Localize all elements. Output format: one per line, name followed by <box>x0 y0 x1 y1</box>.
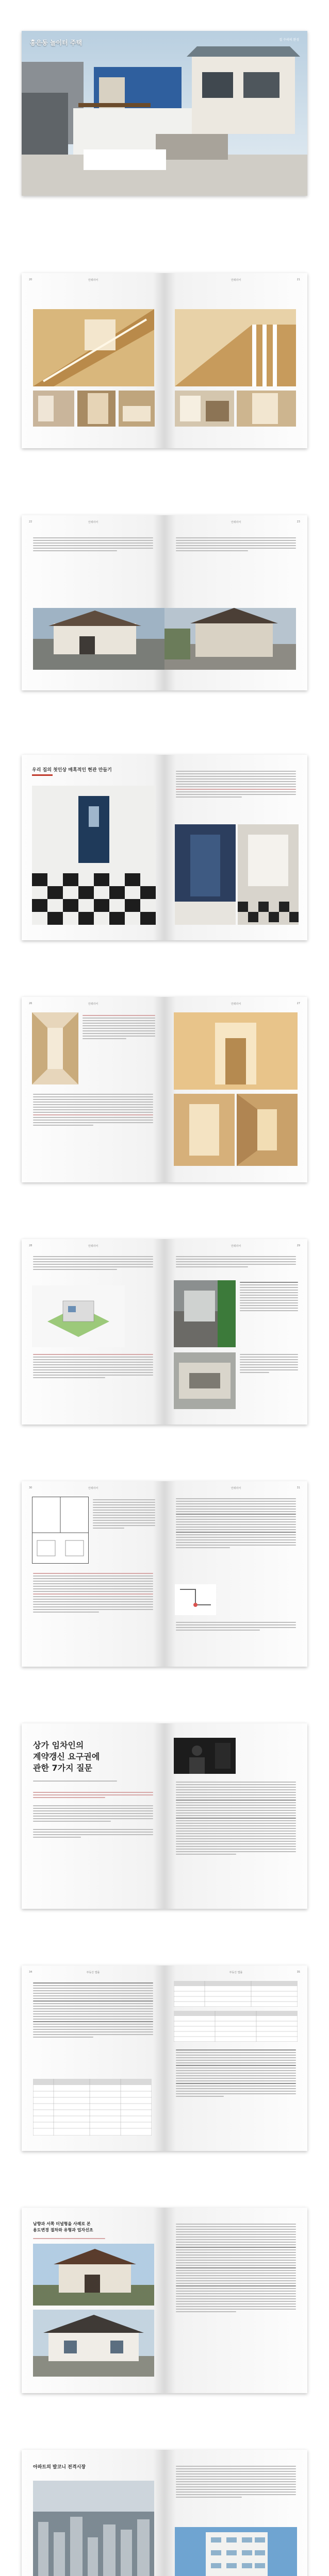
page-number: 20 <box>29 278 32 281</box>
body-text-block <box>176 2222 296 2314</box>
section-label: 인테리어 <box>88 1487 98 1490</box>
spread-2 <box>0 242 329 484</box>
spread-10 <box>0 2179 329 2421</box>
city-aerial-photo <box>33 2481 154 2576</box>
page-number: 34 <box>29 1971 32 1974</box>
interior-photo <box>77 391 116 427</box>
section-label: 인테리어 <box>88 521 98 524</box>
corridor-photo <box>32 1012 78 1084</box>
left-page <box>22 755 164 940</box>
interior-photo <box>175 391 234 427</box>
page-number: 31 <box>297 1486 300 1489</box>
book-spread <box>22 273 307 448</box>
left-page <box>22 997 164 1182</box>
book-spread <box>22 755 307 940</box>
section-label: 인테리어 <box>231 1245 241 1248</box>
page-number: 28 <box>29 1244 32 1247</box>
left-page <box>22 2208 164 2393</box>
page-number: 21 <box>297 278 300 281</box>
body-text-block <box>33 536 153 553</box>
body-text-block <box>33 1092 153 1127</box>
cover-title: 홍은동 놀이터 주택 <box>30 39 83 46</box>
body-text-block <box>176 2464 296 2499</box>
house-exterior-photo <box>164 608 296 670</box>
rooftop-photo <box>174 1352 236 1409</box>
left-page <box>22 515 164 690</box>
right-page <box>164 515 307 690</box>
right-page <box>164 2450 307 2576</box>
body-text-block <box>93 1498 155 1530</box>
spread-4 <box>0 726 329 969</box>
section-label: 부동산 법률 <box>229 1971 243 1974</box>
spread-6 <box>0 1211 329 1453</box>
spread-9 <box>0 1937 329 2179</box>
floor-plan-diagram <box>32 1497 89 1564</box>
left-page <box>22 1965 164 2151</box>
spread-5 <box>0 969 329 1211</box>
apartment-building-photo <box>175 2527 297 2576</box>
book-spread <box>22 1723 307 1909</box>
right-page <box>164 1723 307 1909</box>
silhouette-photo <box>174 1738 236 1774</box>
body-text-block <box>176 1780 296 1856</box>
staircase-photo <box>33 309 154 386</box>
article-title-line: 상가 임차인의 <box>33 1740 84 1750</box>
article-title-line: 관한 7가지 질문 <box>33 1763 93 1773</box>
article-title: 우리 집의 첫인상 매혹적인 현관 만들기 <box>32 768 112 773</box>
left-page <box>22 1723 164 1909</box>
book-spread <box>22 31 307 196</box>
body-text-block <box>176 1620 296 1632</box>
left-page <box>22 273 164 448</box>
left-page <box>22 1481 164 1667</box>
section-label: 인테리어 <box>88 1245 98 1248</box>
book-spread <box>22 1239 307 1425</box>
book-spread <box>22 1481 307 1667</box>
book-spread <box>22 2208 307 2393</box>
article-title-line: 용도변경 절차와 유형과 업자선조 <box>33 2228 93 2232</box>
house-exterior-photo <box>22 31 307 196</box>
entrance-tile-photo <box>238 824 299 925</box>
spread-7 <box>0 1453 329 1695</box>
body-text-block <box>176 2048 296 2098</box>
data-table <box>174 2011 298 2042</box>
spread-3 <box>0 484 329 726</box>
article-title-line: 계약갱신 요구권에 <box>33 1752 100 1761</box>
spread-8 <box>0 1695 329 1937</box>
entrance-hallway-photo <box>32 786 156 925</box>
spread-1 <box>0 0 329 242</box>
interior-photo <box>237 1094 298 1166</box>
page-number: 26 <box>29 1002 32 1005</box>
cover-header-right: 집 수리의 완성 <box>279 38 299 42</box>
body-text-block <box>176 1497 296 1550</box>
body-text-block <box>176 769 296 799</box>
page-number: 35 <box>297 1971 300 1974</box>
page-number: 22 <box>29 520 32 523</box>
page-number: 30 <box>29 1486 32 1489</box>
left-page <box>22 1239 164 1425</box>
data-table <box>33 2079 152 2136</box>
pipe-diagram <box>175 1584 216 1615</box>
body-text-block <box>176 536 296 553</box>
interior-photo <box>33 391 74 427</box>
article-title-line: 남향과 서쪽 터널형을 사례로 본 <box>33 2222 91 2226</box>
body-text-block <box>33 1255 153 1272</box>
book-spread <box>22 1965 307 2151</box>
body-text-block <box>83 1013 155 1041</box>
book-spread <box>22 997 307 1182</box>
page-number: 27 <box>297 1002 300 1005</box>
section-label: 인테리어 <box>231 521 241 524</box>
body-text-block <box>33 1352 153 1380</box>
section-label: 인테리어 <box>231 1003 241 1006</box>
body-text-block <box>240 1280 298 1313</box>
right-page <box>164 1481 307 1667</box>
house-exterior-photo <box>33 608 164 670</box>
section-label: 인테리어 <box>88 1003 98 1006</box>
article-title: 아파트의 발코니 전격시장 <box>33 2465 86 2470</box>
3d-render-image <box>32 1285 125 1347</box>
data-table <box>174 1981 298 2007</box>
body-text-block <box>33 1981 153 2039</box>
left-page <box>22 2450 164 2576</box>
right-page <box>164 2208 307 2393</box>
right-page <box>164 1965 307 2151</box>
interior-photo <box>237 391 296 427</box>
right-page <box>164 1239 307 1425</box>
interior-photo <box>174 1012 298 1090</box>
body-text-block <box>176 1255 296 1269</box>
section-label: 부동산 법률 <box>86 1971 100 1974</box>
entrance-door-photo <box>175 824 236 925</box>
body-text-block <box>240 1352 298 1375</box>
interior-photo <box>174 1094 235 1166</box>
interior-photo <box>119 391 155 427</box>
spread-11 <box>0 2421 329 2576</box>
page-number: 23 <box>297 520 300 523</box>
body-text-block <box>33 1779 153 1783</box>
right-page <box>164 755 307 940</box>
book-spread <box>22 515 307 690</box>
section-label: 인테리어 <box>231 279 241 282</box>
staircase-photo <box>175 309 296 386</box>
right-page <box>164 997 307 1182</box>
body-text-block <box>33 2236 153 2241</box>
section-label: 인테리어 <box>88 279 98 282</box>
book-spread <box>22 2450 307 2576</box>
house-photo <box>33 2244 154 2306</box>
house-photo <box>33 2310 154 2377</box>
body-text-block <box>33 1571 153 1614</box>
right-page <box>164 273 307 448</box>
rooftop-photo <box>174 1280 236 1347</box>
body-text-block <box>33 1790 153 1839</box>
section-label: 인테리어 <box>231 1487 241 1490</box>
page-number: 29 <box>297 1244 300 1247</box>
